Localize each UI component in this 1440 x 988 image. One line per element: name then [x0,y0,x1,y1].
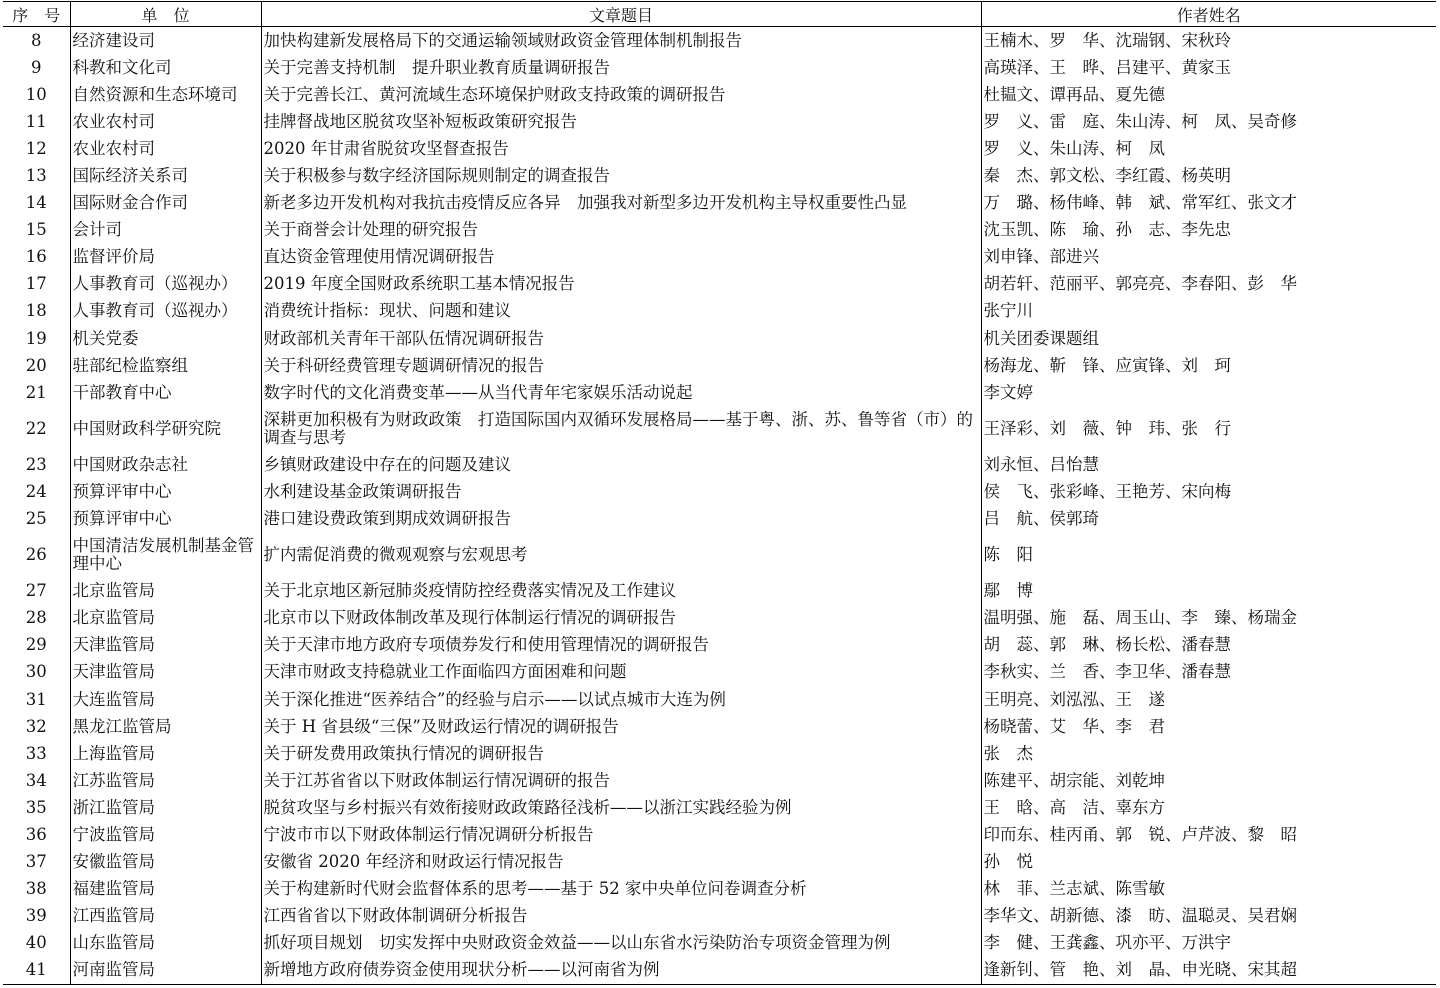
table-row [3,478,1436,505]
cell-no: 8 [3,27,70,55]
cell-no: 20 [3,352,70,379]
cell-title: 财政部机关青年干部队伍情况调研报告 [261,325,981,352]
cell-no: 22 [3,406,70,451]
cell-unit: 科教和文化司 [70,54,261,81]
cell-title: 2020 年甘肃省脱贫攻坚督查报告 [261,135,981,162]
cell-unit: 中国财政杂志社 [70,451,261,478]
cell-author: 温明强、施 磊、周玉山、李 臻、杨瑞金 [983,608,1297,628]
table-row [3,135,1436,162]
cell-author: 刘申锋、部进兴 [983,247,1099,267]
cell-no: 21 [3,379,70,406]
cell-no: 11 [3,108,70,135]
cell-unit: 福建监管局 [70,876,261,903]
table-row [3,217,1436,244]
cell-title: 关于天津市地方政府专项债券发行和使用管理情况的调研报告 [261,632,981,659]
table-row [3,821,1436,848]
cell-author: 李华文、胡新德、漆 昉、温聪灵、吴君娴 [983,906,1297,926]
document-page [3,1,1436,985]
cell-title: 北京市以下财政体制改革及现行体制运行情况的调研报告 [261,605,981,632]
table-row [3,740,1436,767]
cell-no: 40 [3,930,70,957]
cell-no: 15 [3,217,70,244]
table-row [3,930,1436,957]
cell-no: 25 [3,506,70,533]
cell-no: 30 [3,659,70,686]
cell-no: 28 [3,605,70,632]
cell-unit: 经济建设司 [70,27,261,55]
cell-unit: 安徽监管局 [70,849,261,876]
table-row [3,506,1436,533]
cell-no: 39 [3,903,70,930]
cell-no: 34 [3,767,70,794]
cell-no: 10 [3,81,70,108]
cell-no: 41 [3,957,70,985]
cell-author: 李文婷 [983,382,1033,402]
cell-author: 逢新钊、管 艳、刘 晶、申光晓、宋其超 [981,957,1436,985]
cell-title: 关于完善长江、黄河流域生态环境保护财政支持政策的调研报告 [261,81,981,108]
table-row [3,605,1436,632]
cell-author: 鄢 博 [983,581,1033,601]
cell-unit: 黑龙江监管局 [70,713,261,740]
cell-author: 杨海龙、靳 锋、应寅锋、刘 珂 [983,355,1231,375]
cell-unit: 江西监管局 [70,903,261,930]
cell-unit: 会计司 [70,217,261,244]
cell-author: 机关团委课题组 [983,328,1099,348]
cell-unit: 中国财政科学研究院 [70,406,261,451]
cell-no: 35 [3,794,70,821]
cell-unit: 人事教育司（巡视办） [70,271,261,298]
cell-author: 胡若轩、范丽平、郭亮亮、李春阳、彭 华 [983,274,1297,294]
cell-no: 17 [3,271,70,298]
cell-no: 16 [3,244,70,271]
table-row [3,533,1436,578]
table-row [3,379,1436,406]
cell-unit: 农业农村司 [70,135,261,162]
table-row [3,406,1436,451]
cell-title: 抓好项目规划 切实发挥中央财政资金效益——以山东省水污染防治专项资金管理为例 [261,930,981,957]
cell-no: 29 [3,632,70,659]
cell-author: 杜韫文、谭再品、夏先德 [983,84,1165,104]
table-row [3,451,1436,478]
cell-title: 关于完善支持机制 提升职业教育质量调研报告 [261,54,981,81]
cell-author: 王明亮、刘泓泓、王 遂 [983,689,1165,709]
cell-title: 直达资金管理使用情况调研报告 [261,244,981,271]
cell-unit: 河南监管局 [70,957,261,985]
cell-title: 新老多边开发机构对我抗击疫情反应各异 加强我对新型多边开发机构主导权重要性凸显 [261,190,981,217]
cell-author: 印而东、桂丙甬、郭 锐、卢芹波、黎 昭 [983,824,1297,844]
cell-title: 江西省省以下财政体制调研分析报告 [261,903,981,930]
cell-author: 秦 杰、郭文松、李红霞、杨英明 [983,166,1231,186]
table-row [3,632,1436,659]
cell-title: 加快构建新发展格局下的交通运输领域财政资金管理体制机制报告 [261,27,981,55]
cell-unit: 人事教育司（巡视办） [70,298,261,325]
cell-title: 关于深化推进“医养结合”的经验与启示——以试点城市大连为例 [261,686,981,713]
cell-author: 罗 义、朱山涛、柯 凤 [983,138,1165,158]
cell-unit: 监督评价局 [70,244,261,271]
cell-no: 12 [3,135,70,162]
cell-no: 33 [3,740,70,767]
cell-title: 2019 年度全国财政系统职工基本情况报告 [261,271,981,298]
cell-author: 高瑛泽、王 晔、吕建平、黄家玉 [983,57,1231,77]
cell-no: 24 [3,478,70,505]
cell-author: 张 杰 [983,743,1033,763]
cell-title: 扩内需促消费的微观观察与宏观思考 [261,533,981,578]
cell-title: 脱贫攻坚与乡村振兴有效衔接财政政策路径浅析——以浙江实践经验为例 [261,794,981,821]
cell-unit: 农业农村司 [70,108,261,135]
cell-author: 林 菲、兰志斌、陈雪敏 [983,879,1165,899]
cell-author: 杨晓蕾、艾 华、李 君 [983,716,1165,736]
cell-unit: 天津监管局 [70,632,261,659]
cell-no: 36 [3,821,70,848]
table-row [3,686,1436,713]
table-row [3,271,1436,298]
cell-unit: 自然资源和生态环境司 [70,81,261,108]
cell-unit: 机关党委 [70,325,261,352]
cell-unit: 上海监管局 [70,740,261,767]
cell-author: 张宁川 [983,301,1033,321]
cell-no: 18 [3,298,70,325]
cell-title: 深耕更加积极有为财政政策 打造国际国内双循环发展格局——基于粤、浙、苏、鲁等省（市）的调查与思考 [261,406,981,451]
cell-unit: 干部教育中心 [70,379,261,406]
cell-title: 水利建设基金政策调研报告 [261,478,981,505]
cell-unit: 北京监管局 [70,578,261,605]
cell-title: 消费统计指标：现状、问题和建议 [261,298,981,325]
cell-title: 数字时代的文化消费变革——从当代青年宅家娱乐活动说起 [261,379,981,406]
cell-unit: 驻部纪检监察组 [70,352,261,379]
table-row [3,162,1436,189]
cell-unit: 宁波监管局 [70,821,261,848]
header-row [3,2,1436,27]
cell-no: 32 [3,713,70,740]
cell-unit: 大连监管局 [70,686,261,713]
cell-title: 关于商誉会计处理的研究报告 [261,217,981,244]
cell-title: 关于构建新时代财会监督体系的思考——基于 52 家中央单位问卷调查分析 [261,876,981,903]
cell-no: 19 [3,325,70,352]
cell-unit: 预算评审中心 [70,478,261,505]
table-row [3,190,1436,217]
table-row [3,325,1436,352]
table-row [3,794,1436,821]
table-row [3,352,1436,379]
table-row [3,81,1436,108]
cell-author: 罗 义、雷 庭、朱山涛、柯 凤、吴奇修 [983,111,1297,131]
cell-unit: 浙江监管局 [70,794,261,821]
table-row [3,876,1436,903]
cell-author: 沈玉凯、陈 瑜、孙 志、李先忠 [983,220,1231,240]
cell-title: 关于积极参与数字经济国际规则制定的调查报告 [261,162,981,189]
cell-author: 陈建平、胡宗能、刘乾坤 [983,770,1165,790]
header-unit: 单 位 [70,2,261,27]
cell-title: 天津市财政支持稳就业工作面临四方面困难和问题 [261,659,981,686]
cell-author: 陈 阳 [983,545,1033,565]
cell-author: 王楠木、罗 华、沈瑞钢、宋秋玲 [983,30,1231,50]
cell-title: 宁波市市以下财政体制运行情况调研分析报告 [261,821,981,848]
cell-no: 26 [3,533,70,578]
table-row [3,244,1436,271]
header-title: 文章题目 [261,2,981,27]
cell-unit: 国际经济关系司 [70,162,261,189]
cell-author: 吕 航、侯郭琦 [983,509,1099,529]
cell-title: 安徽省 2020 年经济和财政运行情况报告 [261,849,981,876]
cell-title: 关于研发费用政策执行情况的调研报告 [261,740,981,767]
cell-title: 关于科研经费管理专题调研情况的报告 [261,352,981,379]
cell-title: 乡镇财政建设中存在的问题及建议 [261,451,981,478]
cell-title: 挂牌督战地区脱贫攻坚补短板政策研究报告 [261,108,981,135]
report-table [3,1,1436,985]
cell-unit: 天津监管局 [70,659,261,686]
cell-unit: 中国清洁发展机制基金管理中心 [70,533,261,578]
cell-author: 王泽彩、刘 薇、钟 玮、张 行 [983,418,1231,438]
table-header [3,2,1436,27]
cell-no: 38 [3,876,70,903]
cell-no: 14 [3,190,70,217]
cell-no: 9 [3,54,70,81]
table-row [3,108,1436,135]
cell-unit: 江苏监管局 [70,767,261,794]
cell-author: 胡 蕊、郭 琳、杨长松、潘春慧 [983,635,1231,655]
cell-title: 新增地方政府债券资金使用现状分析——以河南省为例 [261,957,981,985]
cell-author: 孙 悦 [983,852,1033,872]
cell-unit: 预算评审中心 [70,506,261,533]
cell-author: 李 健、王龚鑫、巩亦平、万洪宇 [983,933,1231,953]
table-row [3,903,1436,930]
header-author: 作者姓名 [981,2,1436,27]
cell-title: 关于北京地区新冠肺炎疫情防控经费落实情况及工作建议 [261,578,981,605]
table-row [3,27,1436,55]
cell-title: 港口建设费政策到期成效调研报告 [261,506,981,533]
cell-no: 31 [3,686,70,713]
table-row [3,578,1436,605]
cell-title: 关于 H 省县级“三保”及财政运行情况的调研报告 [261,713,981,740]
header-no: 序 号 [3,2,70,27]
cell-no: 23 [3,451,70,478]
table-row [3,767,1436,794]
cell-unit: 山东监管局 [70,930,261,957]
cell-author: 王 晗、高 洁、辜东方 [983,797,1165,817]
table-row [3,957,1436,985]
table-row [3,713,1436,740]
table-row [3,849,1436,876]
cell-unit: 国际财金合作司 [70,190,261,217]
cell-no: 27 [3,578,70,605]
table-row [3,659,1436,686]
cell-author: 万 璐、杨伟峰、韩 斌、常军红、张文才 [983,193,1297,213]
cell-no: 37 [3,849,70,876]
cell-author: 侯 飞、张彩峰、王艳芳、宋向梅 [983,481,1231,501]
cell-title: 关于江苏省省以下财政体制运行情况调研的报告 [261,767,981,794]
cell-no: 13 [3,162,70,189]
table-body [3,27,1436,985]
table-row [3,298,1436,325]
cell-author: 李秋实、兰 香、李卫华、潘春慧 [983,662,1231,682]
cell-author: 刘永恒、吕怡慧 [983,454,1099,474]
table-row [3,54,1436,81]
cell-unit: 北京监管局 [70,605,261,632]
